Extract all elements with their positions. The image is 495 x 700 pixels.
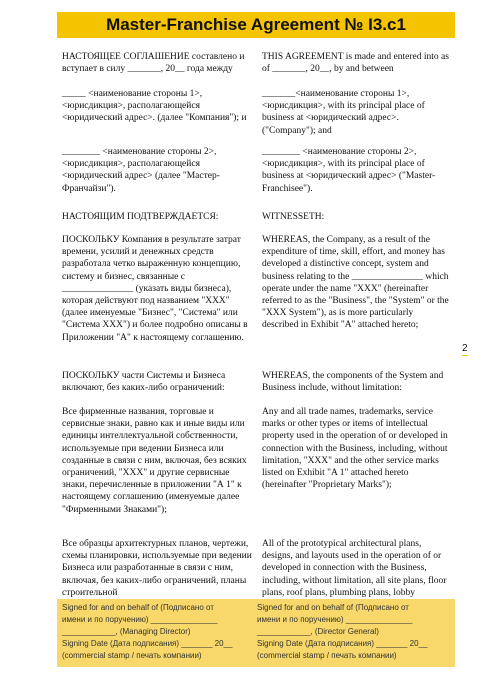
en-party-2: ________ <наименование стороны 2>, <юрисдикция>, with its principal place of business at <юридический адрес> ("Master-Franchisee"). [262, 147, 436, 194]
stamp-line: (commercial stamp / печать компании) [257, 651, 397, 660]
ru-party-1: _____ <наименование стороны 1>, <юрисдикция>, располагающейся <юридический адрес>. (далее "Компания"); и [62, 89, 247, 124]
signature-block-right [257, 602, 447, 662]
signature-line: Signed for and on behalf of (Подписано от [257, 603, 409, 612]
en-witnesseth: WITNESSETH: [262, 212, 325, 222]
signing-date-line: Signing Date (Дата подписания) _______ 20__ [257, 639, 428, 648]
ru-party-2: ________ <наименование стороны 2>, <юрисдикция>, располагающейся <юридический адрес> (далее "Мастер-Франчайзи"). [62, 147, 220, 194]
signature-line: ____________, (Managing Director) [62, 627, 191, 636]
document-title-bar [57, 12, 455, 38]
ru-preamble: НАСТОЯЩЕЕ СОГЛАШЕНИЕ составлено и вступает в силу _______, 20__ года между [62, 52, 245, 75]
en-item-plans: All of the prototypical architectural plans, designs, and layouts used in the operation of or developed in connection with the Business, including, without limitation, all site plans, floor plans, roof plans, plumbing plans, lobby [262, 539, 447, 598]
signature-line: имени и по поручению) _______________ [62, 615, 218, 624]
signature-line: ____________, (Director General) [257, 627, 379, 636]
signature-line: имени и по поручению) _______________ [257, 615, 413, 624]
en-preamble: THIS AGREEMENT is made and entered into as of _______, 20__, by and between [262, 52, 449, 75]
signature-line: Signed for and on behalf of (Подписано от [62, 603, 214, 612]
stamp-line: (commercial stamp / печать компании) [62, 651, 202, 660]
ru-witnesseth: НАСТОЯЩИМ ПОДТВЕРЖДАЕТСЯ: [62, 212, 219, 222]
en-party-1: _______<наименование стороны 1>, <юрисдикция>, with its principal place of business at <юридический адрес>. ("Company"); and [262, 89, 425, 136]
en-item-marks: Any and all trade names, trademarks, service marks or other types or items of intellectual property used in the operation of or developed in connection with the Business, including, without limitation, "XXX" and the other service marks listed on Exhibit "A 1" attached hereto (hereinafter "Proprietary Marks"); [262, 407, 448, 491]
en-whereas-1: WHEREAS, the Company, as a result of the expenditure of time, skill, effort, and money has developed a distinctive concept, system and business relating to the _______________ which operate under the name "XXX" (hereinafter referred to as the "Business", the "System" or the "XXX System"), as is more particularly described in Exhibit "A" attached hereto; [262, 235, 449, 331]
document-title: Master-Franchise Agreement № I3.c1 [106, 15, 406, 34]
page-number: 2 [462, 343, 468, 354]
signing-date-line: Signing Date (Дата подписания) _______ 20__ [62, 639, 233, 648]
en-whereas-2: WHEREAS, the components of the System and Business include, without limitation: [262, 371, 444, 394]
signature-footer [57, 599, 455, 667]
ru-item-marks: Все фирменные названия, торговые и сервисные знаки, равно как и иные виды или единицы интеллектуальной собственности, используемые при ведении Бизнеса или созданные в связи с ним, включая, без всяких ограничений, "XXX" и другие сервисные знаки, перечисленные в приложении "А 1" к настоящему соглашению (именуемые далее "Фирменными Знаками"); [62, 407, 247, 515]
ru-whereas-2: ПОСКОЛЬКУ части Системы и Бизнеса включают, без каких-либо ограничений: [62, 371, 226, 394]
ru-whereas-1: ПОСКОЛЬКУ Компания в результате затрат времени, усилий и денежных средств разработала четко выраженную концепцию, систему и бизнес, связанные с _______________ (указать виды бизнеса), которая действуют под названием "XXX" (далее именуемые "Бизнес", "Система" или "Система XXX") и более подробно описаны в Приложении "А" к настоящему соглашению. [62, 235, 248, 343]
ru-item-plans: Все образцы архитектурных планов, чертежи, схемы планировки, используемые при ведении Бизнеса или разработанные в связи с ним, включая, без каких-либо ограничений, планы строительной [62, 539, 252, 598]
signature-block-left [62, 602, 252, 662]
